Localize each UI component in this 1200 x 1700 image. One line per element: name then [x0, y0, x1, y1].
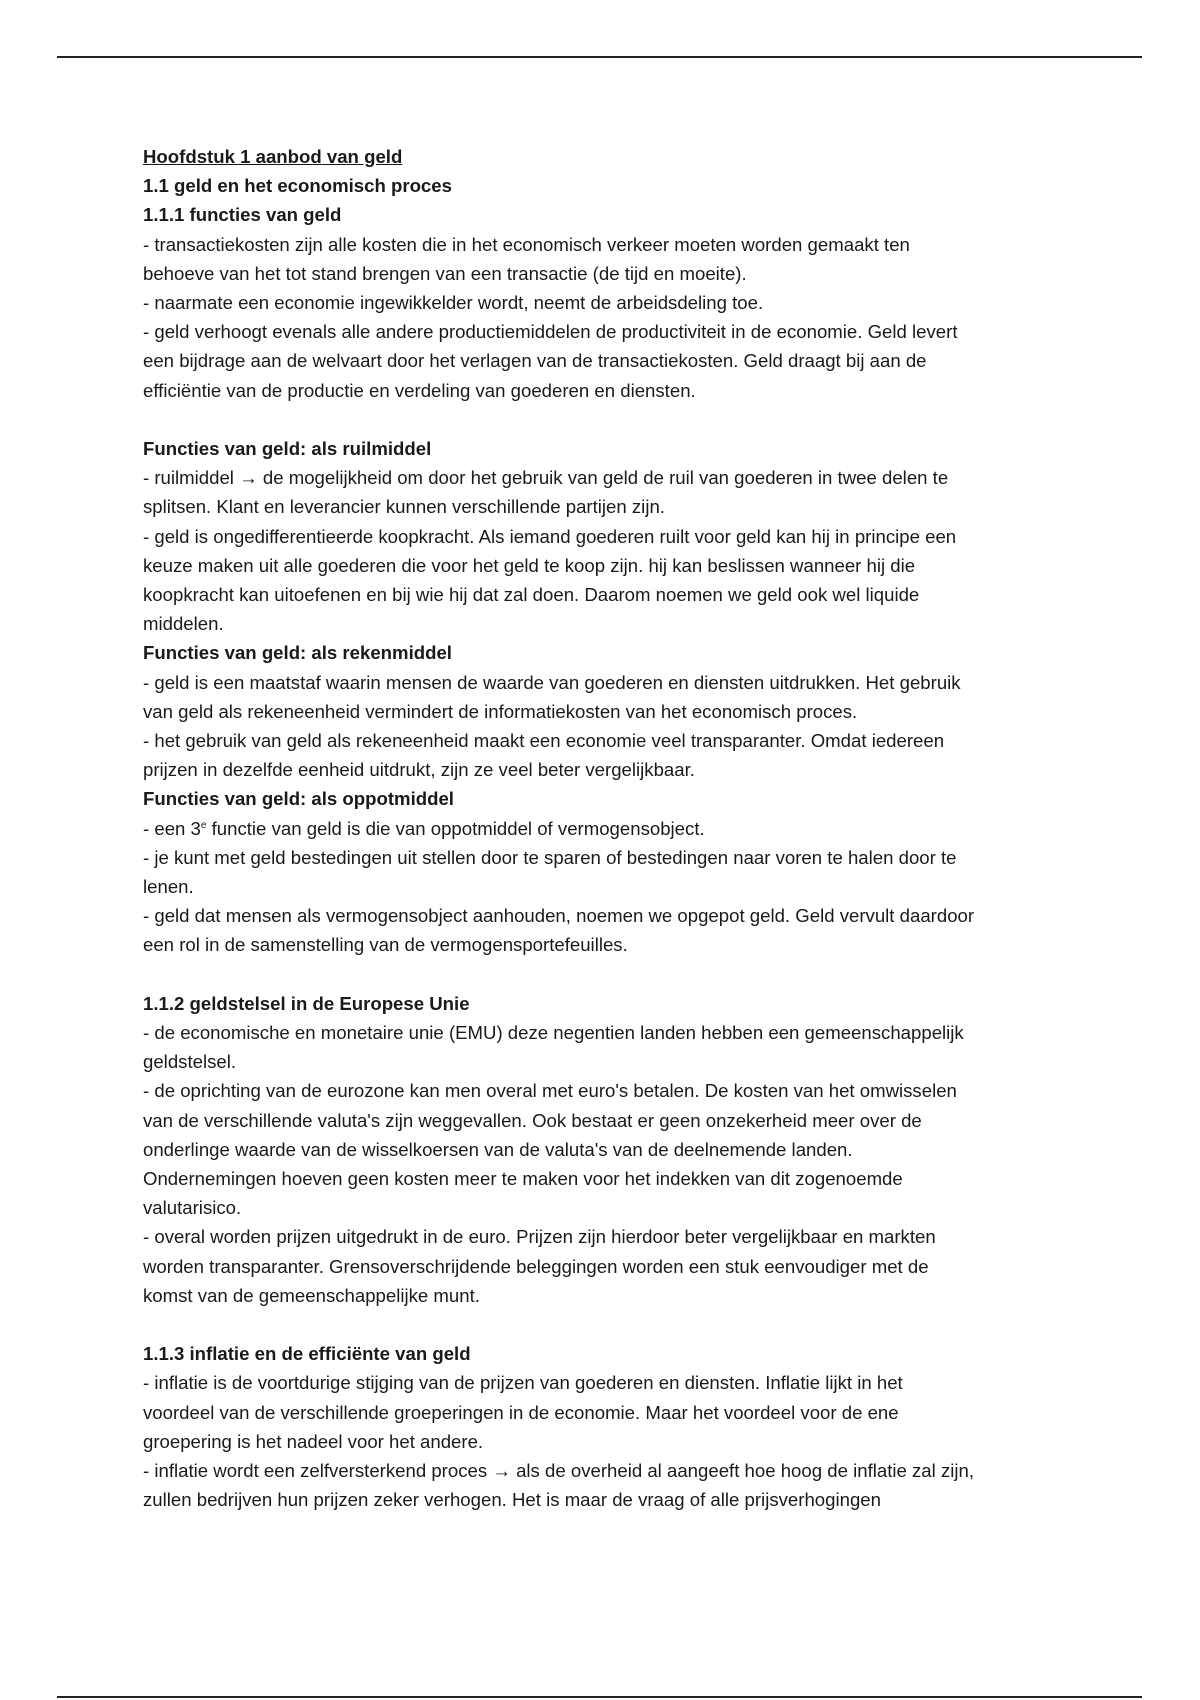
- paragraph-line: [143, 814, 1073, 843]
- paragraph-line: - geld dat mensen als vermogensobject aanhouden, noemen we opgepot geld. Geld vervult daardoor: [143, 905, 975, 927]
- section-heading-1-1-1: 1.1.1 functies van geld: [143, 204, 342, 226]
- section-heading-1-1-2: 1.1.2 geldstelsel in de Europese Unie: [143, 992, 470, 1014]
- subheading-rekenmiddel: Functies van geld: als rekenmiddel: [143, 642, 452, 664]
- blank-line: [143, 1310, 1073, 1339]
- paragraph-line: van de verschillende valuta's zijn weggevallen. Ook bestaat er geen onzekerheid meer over de: [143, 1109, 922, 1131]
- paragraph-line: keuze maken uit alle goederen die voor het geld te koop zijn. hij kan beslissen wanneer hij die: [143, 554, 916, 576]
- paragraph-line: splitsen. Klant en leverancier kunnen verschillende partijen zijn.: [143, 496, 665, 518]
- paragraph-line: - naarmate een economie ingewikkelder wordt, neemt de arbeidsdeling toe.: [143, 292, 764, 314]
- paragraph-line: een bijdrage aan de welvaart door het verlagen van de transactiekosten. Geld draagt bij aan de: [143, 350, 927, 372]
- paragraph-line: middelen.: [143, 613, 224, 635]
- paragraph-line: - het gebruik van geld als rekeneenheid maakt een economie veel transparanter. Omdat iedereen: [143, 730, 945, 752]
- header-rule: [57, 56, 1142, 58]
- paragraph-line: worden transparanter. Grensoverschrijdende beleggingen worden een stuk eenvoudiger met de: [143, 1255, 929, 1277]
- paragraph-line: efficiëntie van de productie en verdeling van goederen en diensten.: [143, 379, 696, 401]
- paragraph-line: - overal worden prijzen uitgedrukt in de euro. Prijzen zijn hierdoor beter vergelijkbaar en markten: [143, 1226, 936, 1248]
- paragraph-line: - ruilmiddel → de mogelijkheid om door het gebruik van geld de ruil van goederen in twee delen te: [143, 467, 949, 489]
- paragraph-line: - inflatie wordt een zelfversterkend proces → als de overheid al aangeeft hoe hoog de inflatie zal zijn,: [143, 1460, 975, 1482]
- footer-rule: [57, 1696, 1142, 1698]
- blank-line: [143, 960, 1073, 989]
- superscript: e: [200, 819, 207, 831]
- chapter-title: Hoofdstuk 1 aanbod van geld: [143, 146, 403, 167]
- text-fragment: - een 3: [143, 817, 201, 839]
- paragraph-line: - geld is een maatstaf waarin mensen de waarde van goederen en diensten uitdrukken. Het gebruik: [143, 671, 961, 693]
- document-body: [143, 142, 1073, 1515]
- paragraph-line: - geld is ongedifferentieerde koopkracht. Als iemand goederen ruilt voor geld kan hij in principe een: [143, 525, 957, 547]
- subheading-oppotmiddel: Functies van geld: als oppotmiddel: [143, 788, 454, 810]
- paragraph-line: - de economische en monetaire unie (EMU) deze negentien landen hebben een gemeenschappelijk: [143, 1022, 964, 1044]
- section-heading-1-1-3: 1.1.3 inflatie en de efficiënte van geld: [143, 1343, 471, 1365]
- paragraph-line: - geld verhoogt evenals alle andere productiemiddelen de productiviteit in de economie. Geld levert: [143, 321, 958, 343]
- paragraph-line: zullen bedrijven hun prijzen zeker verhogen. Het is maar de vraag of alle prijsverhogingen: [143, 1489, 881, 1511]
- subheading-ruilmiddel: Functies van geld: als ruilmiddel: [143, 438, 432, 460]
- paragraph-line: groepering is het nadeel voor het andere.: [143, 1430, 484, 1452]
- section-heading-1-1: 1.1 geld en het economisch proces: [143, 175, 452, 197]
- paragraph-line: behoeve van het tot stand brengen van een transactie (de tijd en moeite).: [143, 262, 747, 284]
- paragraph-line: Ondernemingen hoeven geen kosten meer te maken voor het indekken van dit zogenoemde: [143, 1168, 903, 1190]
- paragraph-line: komst van de gemeenschappelijke munt.: [143, 1284, 480, 1306]
- paragraph-line: onderlinge waarde van de wisselkoersen van de valuta's van de deelnemende landen.: [143, 1138, 853, 1160]
- paragraph-line: koopkracht kan uitoefenen en bij wie hij dat zal doen. Daarom noemen we geld ook wel liquide: [143, 584, 920, 606]
- paragraph-line: - inflatie is de voortdurige stijging van de prijzen van goederen en diensten. Inflatie lijkt in het: [143, 1372, 903, 1394]
- paragraph-line: - de oprichting van de eurozone kan men overal met euro's betalen. De kosten van het omwisselen: [143, 1080, 957, 1102]
- paragraph-line: - je kunt met geld bestedingen uit stellen door te sparen of bestedingen naar voren te halen door te: [143, 846, 957, 868]
- paragraph-line: van geld als rekeneenheid vermindert de informatiekosten van het economisch proces.: [143, 700, 858, 722]
- text-fragment: functie van geld is die van oppotmiddel of vermogensobject.: [206, 817, 705, 839]
- blank-line: [143, 405, 1073, 434]
- paragraph-line: een rol in de samenstelling van de vermogensportefeuilles.: [143, 934, 628, 956]
- paragraph-line: prijzen in dezelfde eenheid uitdrukt, zijn ze veel beter vergelijkbaar.: [143, 759, 695, 781]
- paragraph-line: - transactiekosten zijn alle kosten die in het economisch verkeer moeten worden gemaakt ten: [143, 233, 910, 255]
- paragraph-line: valutarisico.: [143, 1197, 242, 1219]
- paragraph-line: geldstelsel.: [143, 1051, 237, 1073]
- paragraph-line: lenen.: [143, 876, 194, 898]
- paragraph-line: voordeel van de verschillende groeperingen in de economie. Maar het voordeel voor de ene: [143, 1401, 899, 1423]
